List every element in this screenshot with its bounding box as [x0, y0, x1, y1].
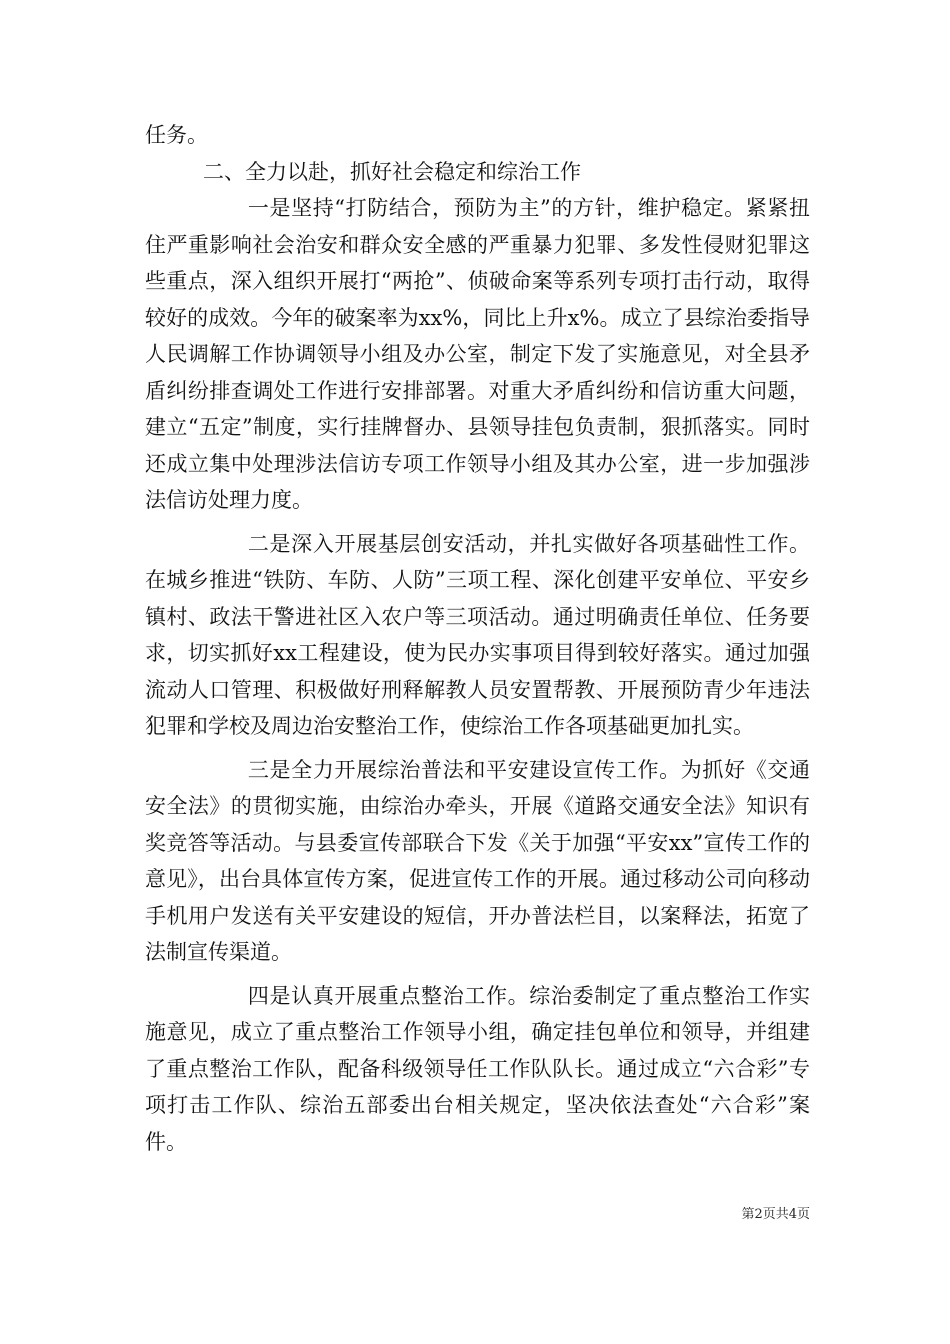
- paragraph-4: 四是认真开展重点整治工作。综治委制定了重点整治工作实施意见，成立了重点整治工作领导小组，确定挂包单位和领导，并组建了重点整治工作队，配备科级领导任工作队队长。通过成立“六合彩”专项打击工作队、综治五部委出台相关规定，坚决依法查处“六合彩”案件。: [145, 983, 810, 1154]
- lead-fragment: 任务。: [145, 123, 208, 147]
- paragraph-gap: [145, 971, 810, 978]
- section-heading: 二、全力以赴，抓好社会稳定和综治工作: [203, 159, 581, 184]
- paragraph-1: 一是坚持“打防结合，预防为主”的方针，维护稳定。紧紧扭住严重影响社会治安和群众安全感的严重暴力犯罪、多发性侵财犯罪这些重点，深入组织开展打“两抢”、侦破命案等系列专项打击行动，取得较好的成效。今年的破案率为xx%，同比上升x%。成立了县综治委指导人民调解工作协调领导小组及办公室，制定下发了实施意见，对全县矛盾纠纷排查调处工作进行安排部署。对重大矛盾纠纷和信访重大问题，建立“五定”制度，实行挂牌督办、县领导挂包负责制，狠抓落实。同时还成立集中处理涉法信访专项工作领导小组及其办公室，进一步加强涉法信访处理力度。: [145, 196, 810, 512]
- paragraph-gap: [145, 745, 810, 752]
- page-number: 第2页共4页: [741, 1207, 810, 1222]
- paragraph-2: 二是深入开展基层创安活动，并扎实做好各项基础性工作。在城乡推进“铁防、车防、人防”三项工程、深化创建平安单位、平安乡镇村、政法干警进社区入农户等三项活动。通过明确责任单位、任务要求，切实抓好xx工程建设，使为民办实事项目得到较好落实。通过加强流动人口管理、积极做好刑释解教人员安置帮教、开展预防青少年违法犯罪和学校及周边治安整治工作，使综治工作各项基础更加扎实。: [145, 531, 810, 738]
- document-body: [145, 117, 810, 1160]
- paragraph-3: 三是全力开展综治普法和平安建设宣传工作。为抓好《交通安全法》的贯彻实施，由综治办牵头，开展《道路交通安全法》知识有奖竞答等活动。与县委宣传部联合下发《关于加强“平安xx”宣传工作的意见》，出台具体宣传方案，促进宣传工作的开展。通过移动公司向移动手机用户发送有关平安建设的短信，开办普法栏目，以案释法，拓宽了法制宣传渠道。: [145, 757, 810, 964]
- paragraph-gap: [145, 519, 810, 526]
